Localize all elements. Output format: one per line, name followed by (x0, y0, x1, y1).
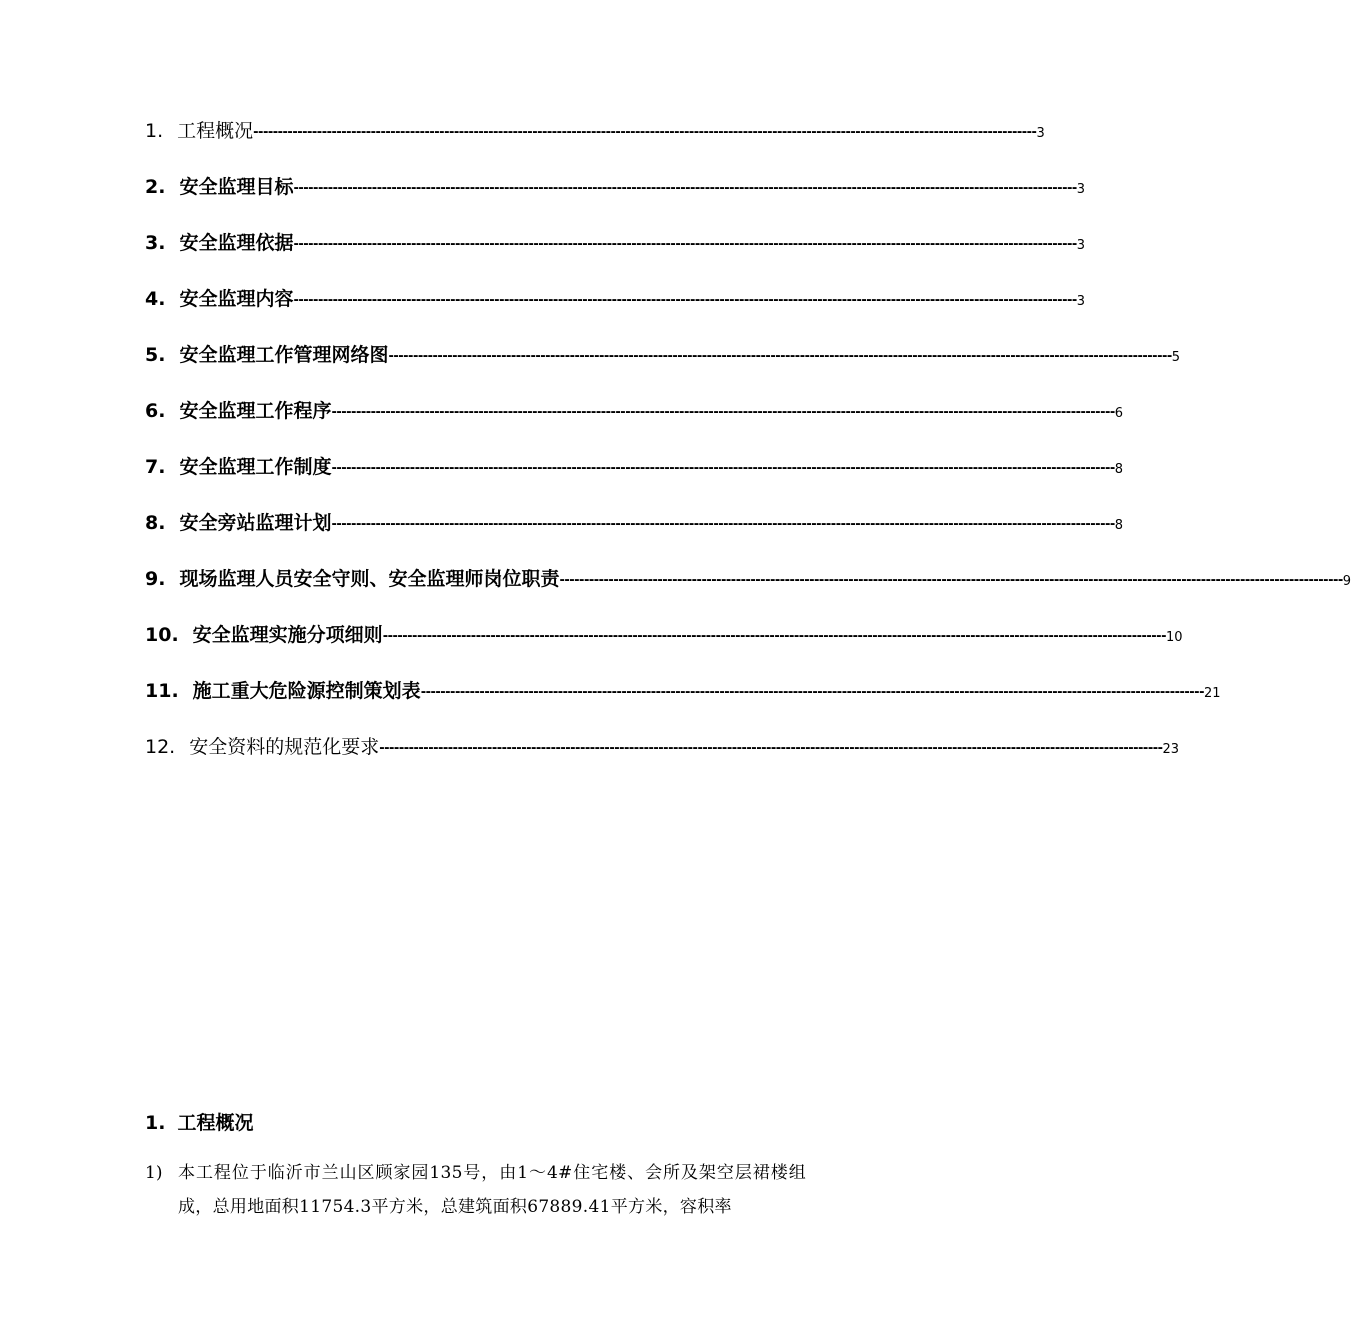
toc-entry-title: 工程概况 (177, 120, 254, 142)
toc-entry[interactable] (145, 589, 1183, 646)
toc-entry[interactable] (145, 701, 1180, 758)
toc-entry-number: 9. (145, 568, 166, 590)
toc-entry-number: 4. (145, 288, 166, 310)
toc-page-number: 9 (1342, 574, 1351, 589)
toc-page-number: 8 (1114, 462, 1124, 477)
toc-page-number: 6 (1114, 406, 1124, 421)
toc-entry-title: 安全监理工作程序 (179, 400, 332, 422)
list-marker: 1) (145, 1163, 163, 1183)
paragraph-text: 本工程位于临沂市兰山区顾家园135号，由1～4#住宅楼、会所及架空层裙楼组成，总用地面积11754.3平方米，总建筑面积67889.41平方米，容积率 (178, 1163, 806, 1217)
toc-entry-title: 安全监理工作制度 (179, 456, 332, 478)
toc-leader-dots: ---------------------------------------------------------------------------------------------------------------------------------------------------------------- (331, 461, 1115, 476)
toc-entry-title: 安全监理实施分项细则 (192, 624, 383, 646)
toc-entry[interactable] (145, 253, 1086, 310)
toc-entry-title: 现场监理人员安全守则、安全监理师岗位职责 (179, 568, 560, 590)
body-list (145, 1156, 806, 1224)
toc-entry-number: 10. (145, 624, 179, 646)
toc-leader-dots: ---------------------------------------------------------------------------------------------------------------------------------------------------------------- (379, 741, 1163, 756)
toc-entry-title: 安全监理工作管理网络图 (179, 344, 389, 366)
toc-entry-number: 8. (145, 512, 166, 534)
toc-entry-title: 安全监理目标 (179, 176, 294, 198)
toc-page-number: 23 (1162, 742, 1180, 757)
toc-entry-number: 11. (145, 680, 179, 702)
toc-entry[interactable] (145, 365, 1124, 422)
toc-entry-number: 6. (145, 400, 166, 422)
toc-page-number: 5 (1171, 350, 1181, 365)
toc-entry[interactable] (145, 113, 1045, 142)
toc-entry-number: 2. (145, 176, 166, 198)
toc-entry[interactable] (145, 421, 1124, 478)
toc-leader-dots: ---------------------------------------------------------------------------------------------------------------------------------------------------------------- (331, 517, 1115, 532)
toc-page-number: 3 (1076, 294, 1086, 309)
toc-leader-dots: ---------------------------------------------------------------------------------------------------------------------------------------------------------------- (388, 349, 1172, 364)
table-of-contents (145, 113, 1351, 758)
toc-entry-number: 7. (145, 456, 166, 478)
toc-page-number: 3 (1076, 238, 1086, 253)
toc-entry-title: 安全旁站监理计划 (179, 512, 332, 534)
toc-leader-dots: ---------------------------------------------------------------------------------------------------------------------------------------------------------------- (293, 181, 1077, 196)
toc-leader-dots: ---------------------------------------------------------------------------------------------------------------------------------------------------------------- (331, 405, 1115, 420)
toc-leader-dots: ---------------------------------------------------------------------------------------------------------------------------------------------------------------- (293, 293, 1077, 308)
toc-page-number: 3 (1036, 126, 1045, 141)
toc-entry-number: 5. (145, 344, 166, 366)
toc-leader-dots: ---------------------------------------------------------------------------------------------------------------------------------------------------------------- (293, 237, 1077, 252)
toc-page-number: 21 (1203, 686, 1221, 701)
toc-entry[interactable] (145, 645, 1221, 702)
section-title: 工程概况 (177, 1112, 254, 1134)
toc-leader-dots: ---------------------------------------------------------------------------------------------------------------------------------------------------------------- (420, 685, 1204, 700)
toc-leader-dots: ---------------------------------------------------------------------------------------------------------------------------------------------------------------- (382, 629, 1166, 644)
toc-leader-dots: ---------------------------------------------------------------------------------------------------------------------------------------------------------------- (253, 125, 1037, 140)
toc-entry-title: 安全监理内容 (179, 288, 294, 310)
toc-leader-dots: ---------------------------------------------------------------------------------------------------------------------------------------------------------------- (559, 573, 1343, 588)
toc-entry-number: 3. (145, 232, 166, 254)
toc-entry[interactable] (145, 477, 1124, 534)
toc-entry-title: 施工重大危险源控制策划表 (192, 680, 421, 702)
toc-page-number: 3 (1076, 182, 1086, 197)
section-number: 1. (145, 1112, 166, 1134)
toc-entry-number: 12. (145, 736, 176, 758)
toc-entry-title: 安全资料的规范化要求 (189, 736, 380, 758)
toc-entry[interactable] (145, 533, 1351, 590)
toc-page-number: 8 (1114, 518, 1124, 533)
toc-page-number: 10 (1165, 630, 1183, 645)
list-item (145, 1156, 806, 1224)
toc-entry-number: 1. (145, 120, 164, 142)
toc-entry[interactable] (145, 197, 1086, 254)
toc-entry-title: 安全监理依据 (179, 232, 294, 254)
toc-entry[interactable] (145, 309, 1181, 366)
section-heading (145, 1108, 253, 1135)
toc-entry[interactable] (145, 141, 1086, 198)
